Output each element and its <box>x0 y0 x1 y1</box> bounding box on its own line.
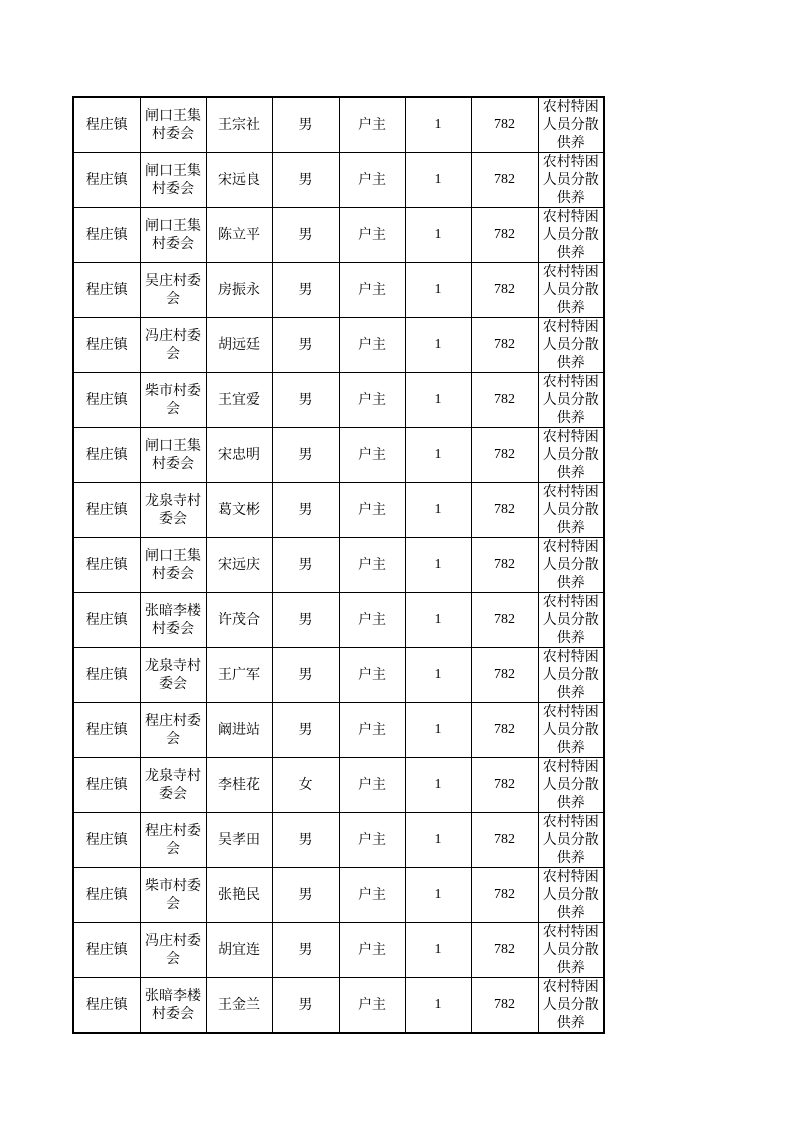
relation-cell: 户主 <box>339 923 405 978</box>
amount-cell: 782 <box>471 263 538 318</box>
village-line-1: 张暗李楼 <box>145 603 201 619</box>
type-cell <box>538 648 604 703</box>
count-cell: 1 <box>405 97 471 153</box>
name-cell: 李桂花 <box>206 758 272 813</box>
village-line-1: 闸口王集 <box>145 108 201 124</box>
relation-cell: 户主 <box>339 593 405 648</box>
amount-cell: 782 <box>471 868 538 923</box>
table-row <box>73 978 604 1034</box>
village-line-1: 闸口王集 <box>145 548 201 564</box>
count-cell: 1 <box>405 208 471 263</box>
gender-cell: 男 <box>272 813 339 868</box>
relation-cell: 户主 <box>339 868 405 923</box>
amount-cell: 782 <box>471 97 538 153</box>
relation-cell: 户主 <box>339 978 405 1034</box>
type-line-2: 人员分散 <box>542 887 599 903</box>
village-cell <box>140 978 206 1034</box>
table-row <box>73 483 604 538</box>
type-line-3: 供养 <box>556 1015 585 1031</box>
type-cell <box>538 97 604 153</box>
gender-cell: 男 <box>272 978 339 1034</box>
village-cell <box>140 263 206 318</box>
type-line-3: 供养 <box>556 355 585 371</box>
gender-cell: 男 <box>272 868 339 923</box>
village-line-2: 委会 <box>159 786 187 802</box>
table-row <box>73 703 604 758</box>
type-cell <box>538 923 604 978</box>
type-line-1: 农村特困 <box>542 924 599 940</box>
type-line-3: 供养 <box>556 465 585 481</box>
type-line-3: 供养 <box>556 740 585 756</box>
type-cell <box>538 703 604 758</box>
type-line-3: 供养 <box>556 135 585 151</box>
amount-cell: 782 <box>471 758 538 813</box>
village-line-2: 村委会 <box>152 126 194 142</box>
table-row <box>73 208 604 263</box>
village-line-1: 龙泉寺村 <box>145 768 201 784</box>
town-cell: 程庄镇 <box>73 648 140 703</box>
town-cell: 程庄镇 <box>73 208 140 263</box>
name-cell: 王金兰 <box>206 978 272 1034</box>
relation-cell: 户主 <box>339 153 405 208</box>
type-line-2: 人员分散 <box>542 502 599 518</box>
roster-body <box>73 97 604 1033</box>
type-cell <box>538 263 604 318</box>
village-line-2: 会 <box>166 841 180 857</box>
type-line-1: 农村特困 <box>542 209 599 225</box>
count-cell: 1 <box>405 318 471 373</box>
table-row <box>73 318 604 373</box>
gender-cell: 男 <box>272 703 339 758</box>
village-cell <box>140 813 206 868</box>
village-line-1: 吴庄村委 <box>145 273 201 289</box>
village-cell <box>140 483 206 538</box>
table-row <box>73 97 604 153</box>
village-line-1: 龙泉寺村 <box>145 658 201 674</box>
count-cell: 1 <box>405 483 471 538</box>
type-line-1: 农村特困 <box>542 594 599 610</box>
village-line-2: 会 <box>166 731 180 747</box>
table-row <box>73 428 604 483</box>
type-cell <box>538 373 604 428</box>
town-cell: 程庄镇 <box>73 868 140 923</box>
name-cell: 阚进站 <box>206 703 272 758</box>
count-cell: 1 <box>405 648 471 703</box>
gender-cell: 男 <box>272 97 339 153</box>
village-line-1: 冯庄村委 <box>145 933 201 949</box>
count-cell: 1 <box>405 538 471 593</box>
type-line-2: 人员分散 <box>542 942 599 958</box>
count-cell: 1 <box>405 373 471 428</box>
town-cell: 程庄镇 <box>73 153 140 208</box>
name-cell: 宋忠明 <box>206 428 272 483</box>
type-line-3: 供养 <box>556 850 585 866</box>
gender-cell: 男 <box>272 428 339 483</box>
type-line-3: 供养 <box>556 905 585 921</box>
name-cell: 陈立平 <box>206 208 272 263</box>
name-cell: 张艳民 <box>206 868 272 923</box>
type-line-2: 人员分散 <box>542 392 599 408</box>
type-cell <box>538 813 604 868</box>
gender-cell: 女 <box>272 758 339 813</box>
type-cell <box>538 428 604 483</box>
type-line-2: 人员分散 <box>542 722 599 738</box>
table-row <box>73 813 604 868</box>
type-line-1: 农村特困 <box>542 429 599 445</box>
village-line-2: 会 <box>166 951 180 967</box>
gender-cell: 男 <box>272 373 339 428</box>
relation-cell: 户主 <box>339 263 405 318</box>
gender-cell: 男 <box>272 593 339 648</box>
roster-table <box>72 96 605 1034</box>
name-cell: 王宜爱 <box>206 373 272 428</box>
count-cell: 1 <box>405 978 471 1034</box>
type-line-1: 农村特困 <box>542 649 599 665</box>
amount-cell: 782 <box>471 318 538 373</box>
town-cell: 程庄镇 <box>73 263 140 318</box>
town-cell: 程庄镇 <box>73 923 140 978</box>
village-cell <box>140 428 206 483</box>
gender-cell: 男 <box>272 318 339 373</box>
type-line-1: 农村特困 <box>542 814 599 830</box>
amount-cell: 782 <box>471 813 538 868</box>
village-line-2: 委会 <box>159 676 187 692</box>
type-line-1: 农村特困 <box>542 264 599 280</box>
village-cell <box>140 593 206 648</box>
town-cell: 程庄镇 <box>73 538 140 593</box>
amount-cell: 782 <box>471 978 538 1034</box>
type-line-1: 农村特困 <box>542 484 599 500</box>
village-cell <box>140 868 206 923</box>
type-line-3: 供养 <box>556 685 585 701</box>
village-cell <box>140 373 206 428</box>
name-cell: 宋远良 <box>206 153 272 208</box>
type-line-2: 人员分散 <box>542 172 599 188</box>
table-row <box>73 373 604 428</box>
type-cell <box>538 318 604 373</box>
village-line-2: 会 <box>166 401 180 417</box>
table-row <box>73 153 604 208</box>
amount-cell: 782 <box>471 428 538 483</box>
relation-cell: 户主 <box>339 373 405 428</box>
count-cell: 1 <box>405 593 471 648</box>
village-cell <box>140 97 206 153</box>
type-cell <box>538 208 604 263</box>
name-cell: 吴孝田 <box>206 813 272 868</box>
relation-cell: 户主 <box>339 758 405 813</box>
type-line-2: 人员分散 <box>542 337 599 353</box>
village-line-2: 村委会 <box>152 456 194 472</box>
table-row <box>73 923 604 978</box>
type-line-2: 人员分散 <box>542 447 599 463</box>
count-cell: 1 <box>405 813 471 868</box>
type-cell <box>538 758 604 813</box>
town-cell: 程庄镇 <box>73 483 140 538</box>
village-line-2: 村委会 <box>152 181 194 197</box>
village-cell <box>140 538 206 593</box>
village-line-2: 委会 <box>159 511 187 527</box>
amount-cell: 782 <box>471 923 538 978</box>
count-cell: 1 <box>405 263 471 318</box>
amount-cell: 782 <box>471 153 538 208</box>
relation-cell: 户主 <box>339 97 405 153</box>
village-cell <box>140 648 206 703</box>
amount-cell: 782 <box>471 703 538 758</box>
type-line-3: 供养 <box>556 575 585 591</box>
village-line-2: 村委会 <box>152 1006 194 1022</box>
type-line-3: 供养 <box>556 520 585 536</box>
table-row <box>73 868 604 923</box>
count-cell: 1 <box>405 868 471 923</box>
name-cell: 王宗社 <box>206 97 272 153</box>
type-line-2: 人员分散 <box>542 282 599 298</box>
type-cell <box>538 153 604 208</box>
town-cell: 程庄镇 <box>73 97 140 153</box>
name-cell: 宋远庆 <box>206 538 272 593</box>
town-cell: 程庄镇 <box>73 318 140 373</box>
town-cell: 程庄镇 <box>73 813 140 868</box>
type-line-2: 人员分散 <box>542 557 599 573</box>
relation-cell: 户主 <box>339 428 405 483</box>
gender-cell: 男 <box>272 153 339 208</box>
village-line-2: 会 <box>166 291 180 307</box>
village-line-1: 程庄村委 <box>145 713 201 729</box>
type-line-1: 农村特困 <box>542 319 599 335</box>
village-line-1: 闸口王集 <box>145 163 201 179</box>
village-line-2: 村委会 <box>152 566 194 582</box>
count-cell: 1 <box>405 923 471 978</box>
village-line-1: 程庄村委 <box>145 823 201 839</box>
village-line-2: 会 <box>166 346 180 362</box>
town-cell: 程庄镇 <box>73 428 140 483</box>
type-line-1: 农村特困 <box>542 99 599 115</box>
village-cell <box>140 153 206 208</box>
table-row <box>73 538 604 593</box>
village-line-1: 柴市村委 <box>145 383 201 399</box>
town-cell: 程庄镇 <box>73 978 140 1034</box>
village-cell <box>140 208 206 263</box>
table-row <box>73 593 604 648</box>
amount-cell: 782 <box>471 373 538 428</box>
type-line-1: 农村特困 <box>542 869 599 885</box>
gender-cell: 男 <box>272 483 339 538</box>
village-cell <box>140 318 206 373</box>
type-cell <box>538 978 604 1034</box>
type-cell <box>538 593 604 648</box>
village-line-2: 村委会 <box>152 236 194 252</box>
type-line-3: 供养 <box>556 190 585 206</box>
type-cell <box>538 483 604 538</box>
relation-cell: 户主 <box>339 703 405 758</box>
town-cell: 程庄镇 <box>73 373 140 428</box>
type-line-1: 农村特困 <box>542 704 599 720</box>
gender-cell: 男 <box>272 208 339 263</box>
village-cell <box>140 758 206 813</box>
amount-cell: 782 <box>471 648 538 703</box>
relation-cell: 户主 <box>339 813 405 868</box>
name-cell: 许茂合 <box>206 593 272 648</box>
type-line-2: 人员分散 <box>542 832 599 848</box>
type-line-2: 人员分散 <box>542 227 599 243</box>
type-line-3: 供养 <box>556 300 585 316</box>
relation-cell: 户主 <box>339 648 405 703</box>
type-line-1: 农村特困 <box>542 154 599 170</box>
relation-cell: 户主 <box>339 483 405 538</box>
type-line-3: 供养 <box>556 960 585 976</box>
type-cell <box>538 868 604 923</box>
village-line-1: 闸口王集 <box>145 438 201 454</box>
type-line-2: 人员分散 <box>542 667 599 683</box>
type-cell <box>538 538 604 593</box>
type-line-3: 供养 <box>556 630 585 646</box>
village-line-1: 冯庄村委 <box>145 328 201 344</box>
table-row <box>73 758 604 813</box>
count-cell: 1 <box>405 428 471 483</box>
name-cell: 葛文彬 <box>206 483 272 538</box>
type-line-2: 人员分散 <box>542 612 599 628</box>
town-cell: 程庄镇 <box>73 703 140 758</box>
type-line-1: 农村特困 <box>542 979 599 995</box>
town-cell: 程庄镇 <box>73 758 140 813</box>
village-cell <box>140 703 206 758</box>
type-line-3: 供养 <box>556 245 585 261</box>
relation-cell: 户主 <box>339 538 405 593</box>
name-cell: 胡远廷 <box>206 318 272 373</box>
count-cell: 1 <box>405 758 471 813</box>
type-line-3: 供养 <box>556 795 585 811</box>
table-row <box>73 648 604 703</box>
name-cell: 胡宜连 <box>206 923 272 978</box>
type-line-3: 供养 <box>556 410 585 426</box>
village-line-1: 柴市村委 <box>145 878 201 894</box>
village-line-2: 会 <box>166 896 180 912</box>
amount-cell: 782 <box>471 593 538 648</box>
town-cell: 程庄镇 <box>73 593 140 648</box>
gender-cell: 男 <box>272 648 339 703</box>
table-row <box>73 263 604 318</box>
gender-cell: 男 <box>272 263 339 318</box>
village-line-1: 张暗李楼 <box>145 988 201 1004</box>
relation-cell: 户主 <box>339 208 405 263</box>
gender-cell: 男 <box>272 538 339 593</box>
amount-cell: 782 <box>471 538 538 593</box>
type-line-1: 农村特困 <box>542 374 599 390</box>
count-cell: 1 <box>405 703 471 758</box>
name-cell: 王广军 <box>206 648 272 703</box>
amount-cell: 782 <box>471 483 538 538</box>
type-line-1: 农村特困 <box>542 759 599 775</box>
village-cell <box>140 923 206 978</box>
amount-cell: 782 <box>471 208 538 263</box>
type-line-1: 农村特困 <box>542 539 599 555</box>
village-line-1: 闸口王集 <box>145 218 201 234</box>
village-line-2: 村委会 <box>152 621 194 637</box>
type-line-2: 人员分散 <box>542 117 599 133</box>
relation-cell: 户主 <box>339 318 405 373</box>
type-line-2: 人员分散 <box>542 777 599 793</box>
name-cell: 房振永 <box>206 263 272 318</box>
type-line-2: 人员分散 <box>542 997 599 1013</box>
count-cell: 1 <box>405 153 471 208</box>
gender-cell: 男 <box>272 923 339 978</box>
village-line-1: 龙泉寺村 <box>145 493 201 509</box>
